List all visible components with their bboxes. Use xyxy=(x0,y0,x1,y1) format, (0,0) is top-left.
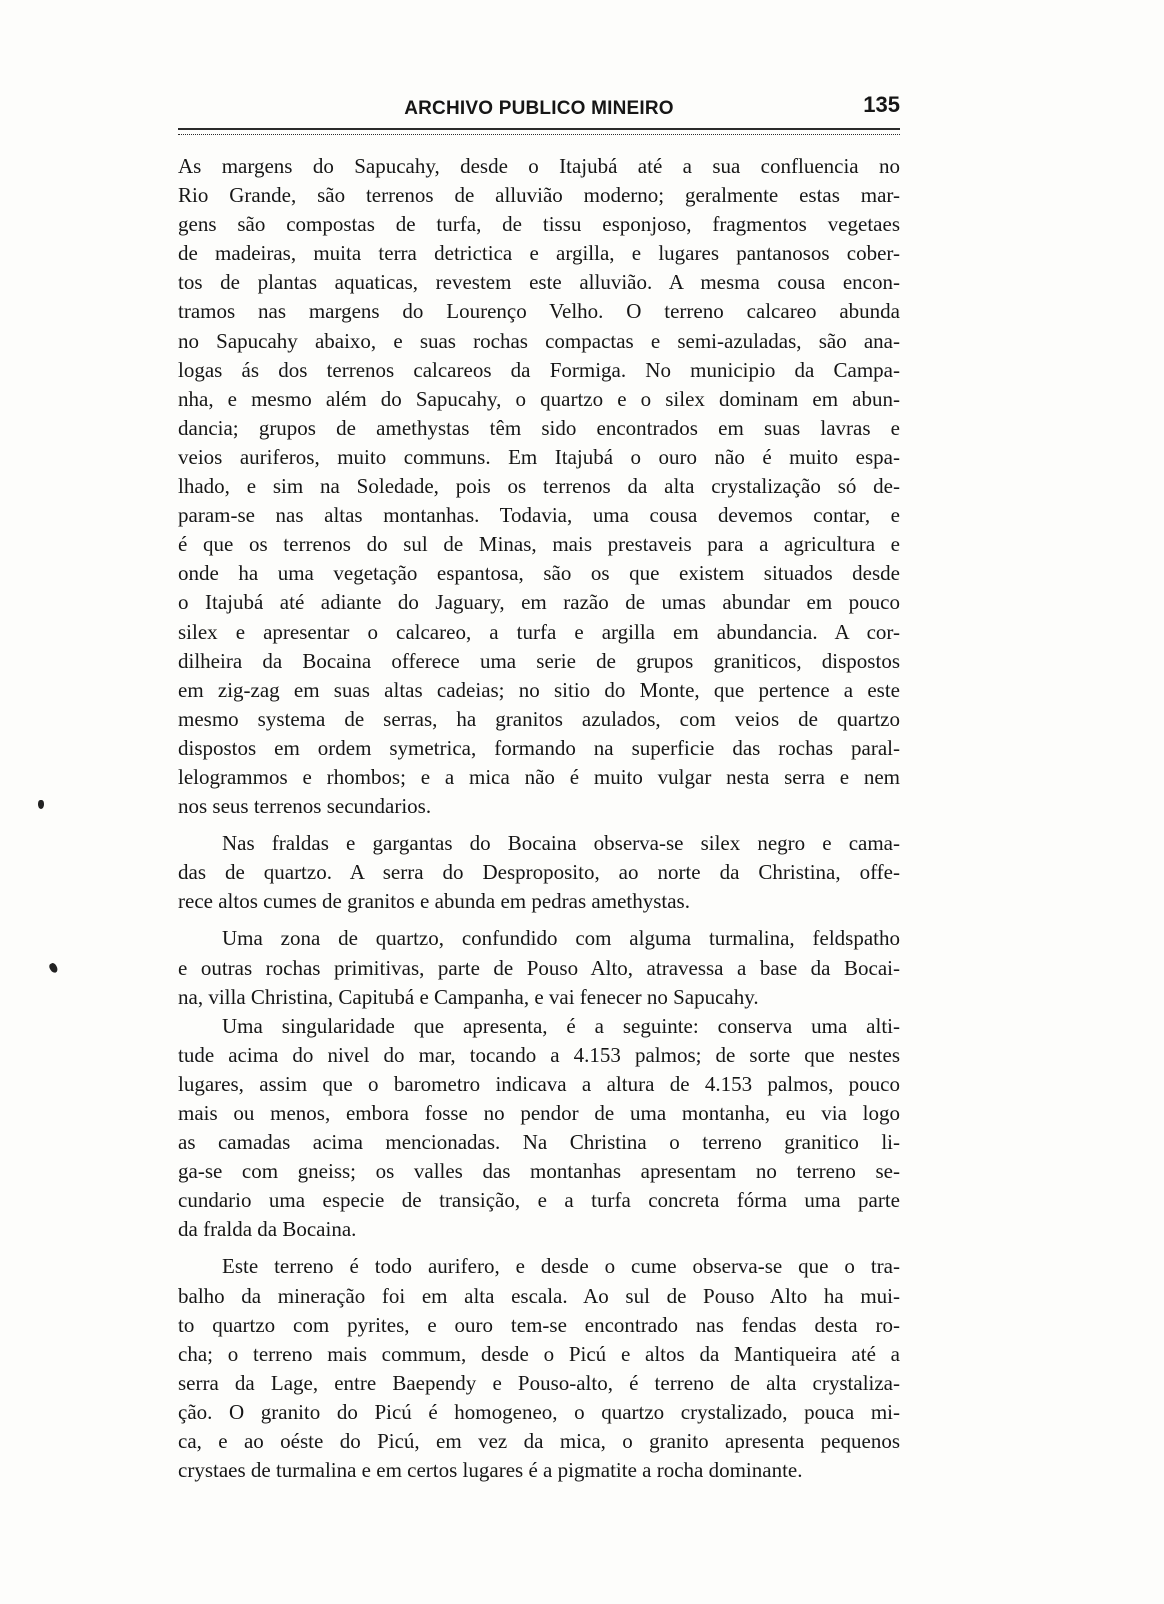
text-line: na, villa Christina, Capitubá e Campanha, e vai fenecer no Sapucahy. xyxy=(178,984,759,1009)
text-line: da fralda da Bocaina. xyxy=(178,1217,357,1242)
paragraph xyxy=(178,829,900,916)
text-line: ga-se com gneiss; os valles das montanhas apresentam no terreno se- xyxy=(178,1159,900,1184)
text-line: silex e apresentar o calcareo, a turfa e argilla em abundancia. A cor- xyxy=(178,619,900,644)
text-line: nos seus terrenos secundarios. xyxy=(178,794,432,819)
text-line: é que os terrenos do sul de Minas, mais prestaveis para a agricultura e xyxy=(178,532,900,557)
text-line: lelogrammos e rhombos; e a mica não é muito vulgar nesta serra e nem xyxy=(178,764,900,789)
scan-speck xyxy=(48,962,59,974)
text-line: logas ás dos terrenos calcareos da Formiga. No municipio da Campa- xyxy=(178,357,900,382)
paragraph xyxy=(178,1252,900,1485)
text-line: o Itajubá até adiante do Jaguary, em razão de umas abundar em pouco xyxy=(178,590,900,615)
text-line: Este terreno é todo aurifero, e desde o cume observa-se que o tra- xyxy=(222,1254,900,1279)
text-line: gens são compostas de turfa, de tissu esponjoso, fragmentos vegetaes xyxy=(178,212,900,237)
text-line: das de quartzo. A serra do Desproposito, ao norte da Christina, offe- xyxy=(178,860,900,885)
text-line: cundario uma especie de transição, e a turfa concreta fórma uma parte xyxy=(178,1188,900,1213)
page-number: 135 xyxy=(863,92,900,117)
text-line: param-se nas altas montanhas. Todavia, uma cousa devemos contar, e xyxy=(178,503,900,528)
text-line: dancia; grupos de amethystas têm sido encontrados em suas lavras e xyxy=(178,415,900,440)
text-line: Uma singularidade que apresenta, é a seguinte: conserva uma alti- xyxy=(222,1013,900,1038)
paragraph xyxy=(178,152,900,821)
text-line: lhado, e sim na Soledade, pois os terrenos da alta crystalização só de- xyxy=(178,474,900,499)
text-line: rece altos cumes de granitos e abunda em pedras amethystas. xyxy=(178,889,690,914)
text-line: dilheira da Bocaina offerece uma serie de grupos graniticos, dispostos xyxy=(178,648,900,673)
text-line: ca, e ao oéste do Picú, em vez da mica, o granito apresenta pequenos xyxy=(178,1429,900,1454)
text-line: balho da mineração foi em alta escala. Ao sul de Pouso Alto ha mui- xyxy=(178,1283,900,1308)
text-line: Rio Grande, são terrenos de alluvião moderno; geralmente estas mar- xyxy=(178,183,900,208)
text-line: onde ha uma vegetação espantosa, são os que existem situados desde xyxy=(178,561,900,586)
body-text xyxy=(178,152,900,1485)
running-head xyxy=(178,86,900,126)
text-line: e outras rochas primitivas, parte de Pouso Alto, atravessa a base da Bocai- xyxy=(178,955,900,980)
text-line: Nas fraldas e gargantas do Bocaina observa-se silex negro e cama- xyxy=(222,831,900,856)
text-line: no Sapucahy abaixo, e suas rochas compactas e semi-azuladas, são ana- xyxy=(178,328,900,353)
text-line: cha; o terreno mais commum, desde o Picú e altos da Mantiqueira até a xyxy=(178,1341,900,1366)
text-line: em zig-zag em suas altas cadeias; no sitio do Monte, que pertence a este xyxy=(178,677,900,702)
text-line: crystaes de turmalina e em certos lugares é a pigmatite a rocha dominante. xyxy=(178,1458,803,1483)
text-line: dispostos em ordem symetrica, formando na superficie das rochas paral- xyxy=(178,735,900,760)
paragraph xyxy=(178,1012,900,1245)
text-line: ção. O granito do Picú é homogeneo, o quartzo crystalizado, pouca mi- xyxy=(178,1399,900,1424)
text-line: nha, e mesmo além do Sapucahy, o quartzo e o silex dominam em abun- xyxy=(178,386,900,411)
text-line: As margens do Sapucahy, desde o Itajubá até a sua confluencia no xyxy=(178,154,900,178)
text-line: tramos nas margens do Lourenço Velho. O terreno calcareo abunda xyxy=(178,299,900,324)
text-line: lugares, assim que o barometro indicava a altura de 4.153 palmos, pouco xyxy=(178,1071,900,1096)
text-line: as camadas acima mencionadas. Na Christina o terreno granitico li- xyxy=(178,1130,900,1155)
scan-speck xyxy=(38,800,44,809)
paragraph xyxy=(178,924,900,1011)
text-line: Uma zona de quartzo, confundido com alguma turmalina, feldspatho xyxy=(222,926,900,951)
text-line: tos de plantas aquaticas, revestem este alluvião. A mesma cousa encon- xyxy=(178,270,900,295)
text-line: mesmo systema de serras, ha granitos azulados, com veios de quartzo xyxy=(178,706,900,731)
header-rule xyxy=(178,128,900,135)
text-line: veios auriferos, muito communs. Em Itajubá o ouro não é muito espa- xyxy=(178,444,900,469)
text-line: mais ou menos, embora fosse no pendor de uma montanha, eu via logo xyxy=(178,1101,900,1125)
text-line: serra da Lage, entre Baependy e Pouso-alto, é terreno de alta crystaliza- xyxy=(178,1370,900,1395)
text-line: tude acima do nivel do mar, tocando a 4.153 palmos; de sorte que nestes xyxy=(178,1042,900,1067)
text-line: de madeiras, muita terra detrictica e argilla, e lugares pantanosos cober- xyxy=(178,241,900,266)
running-title: ARCHIVO PUBLICO MINEIRO xyxy=(404,98,674,119)
text-line: to quartzo com pyrites, e ouro tem-se encontrado nas fendas desta ro- xyxy=(178,1312,900,1337)
